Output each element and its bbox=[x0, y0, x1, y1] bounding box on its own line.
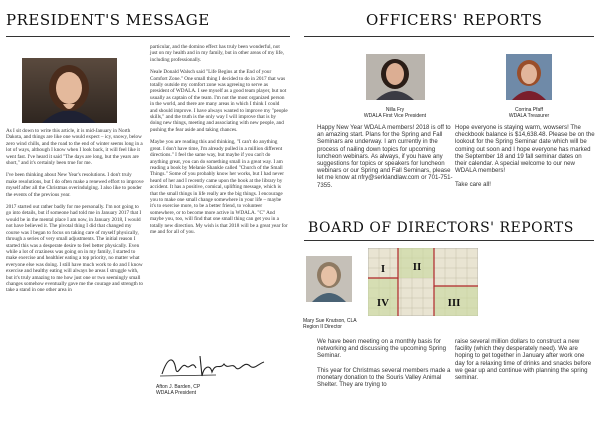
officers-heading-rule bbox=[304, 36, 594, 37]
president-signature bbox=[156, 352, 268, 380]
officer-report-paragraph: Happy New Year WDALA members! 2018 is off to an amazing start. Plans for the Spring and Fall Seminars are underway. I am currently in the process of nailing down topics for upcoming luncheon webinars. As always, if you have any suggestions for topics or speakers for luncheon webinars or our Spring and Fall Seminars, please let me know at nfry@serklandlaw.com or 701-751-7355. bbox=[317, 124, 453, 189]
officer-name-first-vp: Nilla Fry bbox=[385, 107, 405, 113]
officers-heading: OFFICERS' REPORTS bbox=[366, 11, 543, 29]
president-paragraph: I've been thinking about New Year's resolutions. I don't truly make resolutions, but I do often make a renewed effort to improve myself after all the Christmas overindulging. I also like to ponder the events of the previous year. bbox=[6, 172, 144, 198]
officer-title-first-vp: WDALA First Vice President bbox=[363, 113, 427, 119]
officer-report-paragraph: Take care all! bbox=[455, 181, 491, 189]
officer-report-paragraph: Hope everyone is staying warm, wowsers! The checkbook balance is $14,638.48. Please be on the lookout for the Spring Seminar date which will be coming out soon and I hope everyone has marked the September 18 and 19 fall seminar dates on their calendar. A special welcome to our new WDALA members! bbox=[455, 124, 595, 175]
board-report-paragraph: raise several million dollars to construct a new facility (which they desperately need). We are hoping to get together in January after work one day for a relaxing time of drinks and snacks before we gear up and continue with planning the spring seminar. bbox=[455, 338, 592, 382]
board-report-paragraph: This year for Christmas several members made a monetary donation to the Souris Valley Animal Shelter. They are trying to bbox=[317, 366, 451, 389]
officer-photo-first-vp bbox=[366, 54, 425, 100]
region-map bbox=[368, 248, 478, 316]
president-paragraph: 2017 started out rather badly for me personally. I'm not going to go into details, but if someone had told me in January 2017 that I would be in the mental place I am now, in January 2018, I would not have believed it. The pivotal thing I did that changed my course was I began to focus on taking care of myself physically, through a series of very small adjustments. The initial reason I started this was a desperate desire to feel better physically. Even while a lot of craziness was going on in my family, I started to make exercise and healthier eating a top priority, no matter what everyone else was doing. I still have much work to do and I know exercise and healthy eating will always be areas I struggle with, but it's truly amazing to me how just one or two seemingly small changes somehow eventually gave me the courage and strength to take a stand in one other area in bbox=[6, 204, 143, 294]
president-paragraph: As I sit down to write this article, it is mid-January in North Dakota, and things are like one would expect – icy, snowy, below zero wind chills, and the road to the end of winter seems long in a lot of ways, although I know when I look back, it will feel like it went fast. I've heard it said "The days are long, but the years are short," and it's certainly been true for me. bbox=[6, 128, 143, 167]
director-name: Mary Sue Knutson, CLA bbox=[303, 318, 357, 324]
president-sign-title: WDALA President bbox=[156, 390, 197, 396]
board-report-column-2 bbox=[455, 338, 595, 388]
map-region-label: I bbox=[380, 263, 386, 275]
board-report-column-1 bbox=[317, 338, 453, 395]
director-title: Region II Director bbox=[303, 324, 342, 330]
president-heading-rule bbox=[6, 36, 290, 37]
officer-title-treasurer: WDALA Treasurer bbox=[508, 113, 550, 119]
president-heading: PRESIDENT'S MESSAGE bbox=[6, 11, 210, 29]
president-column-1 bbox=[6, 128, 144, 300]
board-heading-rule bbox=[304, 240, 594, 241]
officer-report-treasurer bbox=[455, 124, 595, 196]
president-column-2 bbox=[150, 44, 288, 241]
board-report-paragraph: We have been meeting on a monthly basis for networking and discussing the upcoming Spring Seminar. bbox=[317, 338, 447, 360]
president-sign-name: Afton J. Barden, CP bbox=[156, 384, 201, 390]
officer-report-first-vp bbox=[317, 124, 453, 196]
map-region-label: IV bbox=[376, 297, 390, 309]
map-region-label: II bbox=[412, 261, 422, 273]
director-photo bbox=[306, 256, 352, 302]
president-paragraph: Neale Donald Walsch said "Life Begins at the End of your Comfort Zone." One small thing I decided to do in 2017 that was totally outside my comfort zone was agreeing to serve as president of WDALA. I see myself as a good team player, but not usually as captain of the team. I'm not the most organized person in the world, and there are many areas in which I think I could and should improve. I have always wanted to improve my "people skills," and the truth is the only way I will improve that is by doing new things, meeting and associating with new people, and pushing the fear aside and taking chances. bbox=[150, 69, 288, 133]
board-heading: BOARD OF DIRECTORS' REPORTS bbox=[308, 220, 574, 236]
president-paragraph: particular, and the domino effect has truly been wonderful, not just on my health and in my family, but in other areas of my life, including professionally. bbox=[150, 44, 284, 63]
president-paragraph: Maybe you are reading this and thinking, "I can't do anything great. I don't have time, I'm already pulled in a million different directions." I feel the same way, but maybe if you can't do anything great, you can do something small in a great way. I am reading a book by Melanie Shankle called "Church of the Small Things." Some of you probably know her works, but I had never heard of her and I recently came upon the book at the library by accident. It has a positive, comical, uplifting message, which is that the small things in life really are the big things. I encourage you to make one small change somewhere in your life – maybe it's to exercise more, to be a better friend, to volunteer somewhere, or to become more active in WDALA. "C" And maybe you, too, will find that one small thing can get you in a totally new direction. My wish is that 2018 will be a great year for me and for all of you. bbox=[150, 139, 288, 235]
map-region-label: III bbox=[447, 297, 461, 309]
officer-name-treasurer: Corrina Pfaff bbox=[515, 107, 543, 113]
officer-photo-treasurer bbox=[506, 54, 552, 100]
president-photo bbox=[22, 58, 117, 123]
